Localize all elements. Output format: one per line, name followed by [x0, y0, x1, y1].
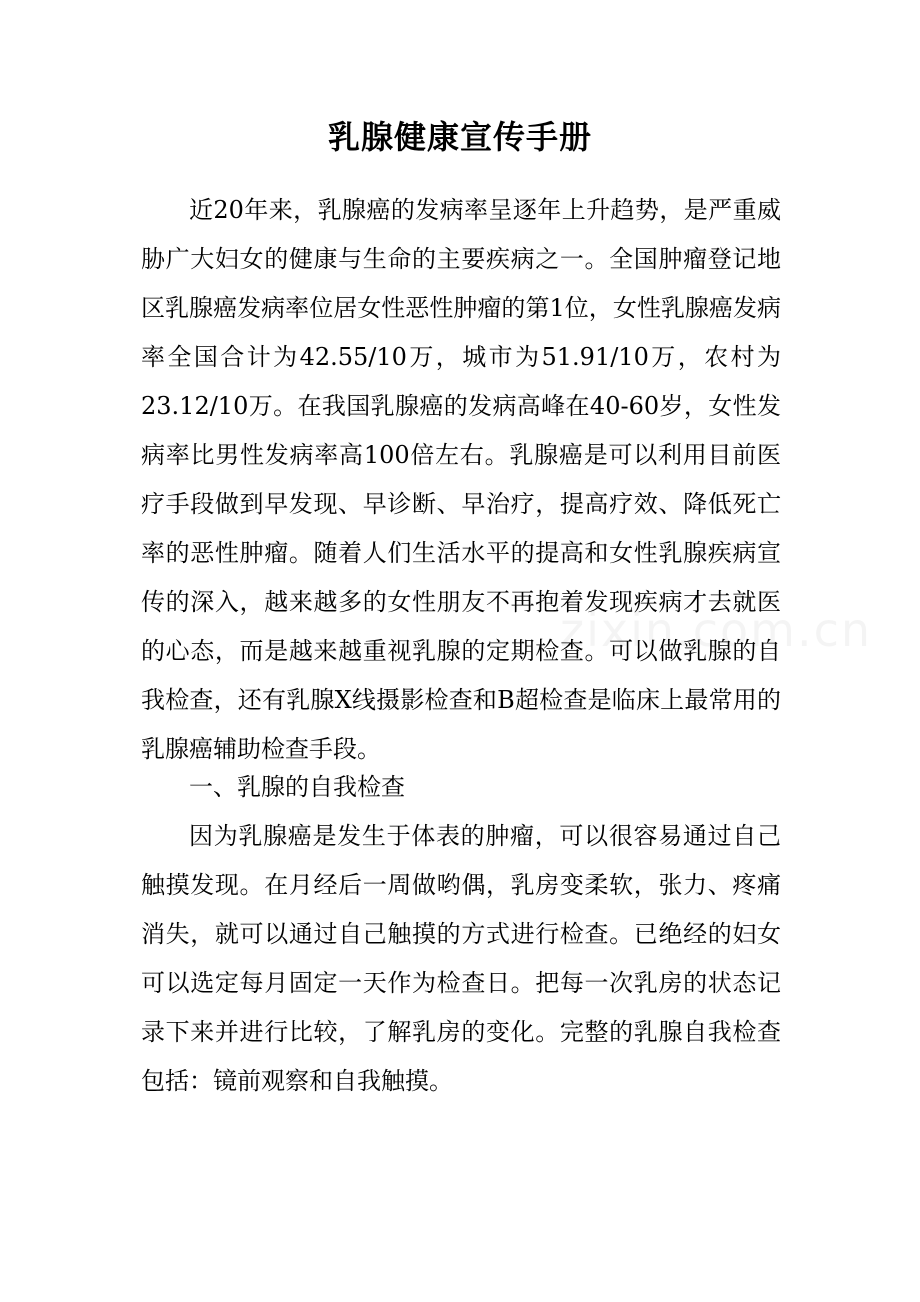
section-heading: 一、乳腺的自我检查: [189, 773, 405, 801]
self-exam-paragraph: 因为乳腺癌是发生于体表的肿瘤，可以很容易通过自己触摸发现。在月经后一周做哟偶，乳房变柔软，张力、疼痛消失，就可以通过自己触摸的方式进行检查。已绝经的妇女可以选定每月固定一天作为检查日。把每一次乳房的状态记录下来并进行比较，了解乳房的变化。完整的乳腺自我检查包括：镜前观察和自我触摸。: [141, 822, 781, 1095]
intro-paragraph: 近20年来，乳腺癌的发病率呈逐年上升趋势，是严重威胁广大妇女的健康与生命的主要疾病之一。全国肿瘤登记地区乳腺癌发病率位居女性恶性肿瘤的第1位，女性乳腺癌发病率全国合计为42.55/10万，城市为51.91/10万，农村为23.12/10万。在我国乳腺癌的发病高峰在40-60岁，女性发病率比男性发病率高100倍左右。乳腺癌是可以利用目前医疗手段做到早发现、早诊断、早治疗，提高疗效、降低死亡率的恶性肿瘤。随着人们生活水平的提高和女性乳腺疾病宣传的深入，越来越多的女性朋友不再抱着发现疾病才去就医的心态，而是越来越重视乳腺的定期检查。可以做乳腺的自我检查，还有乳腺X线摄影检查和B超检查是临床上最常用的乳腺癌辅助检查手段。: [141, 196, 781, 763]
document-title: 乳腺健康宣传手册: [327, 118, 592, 156]
